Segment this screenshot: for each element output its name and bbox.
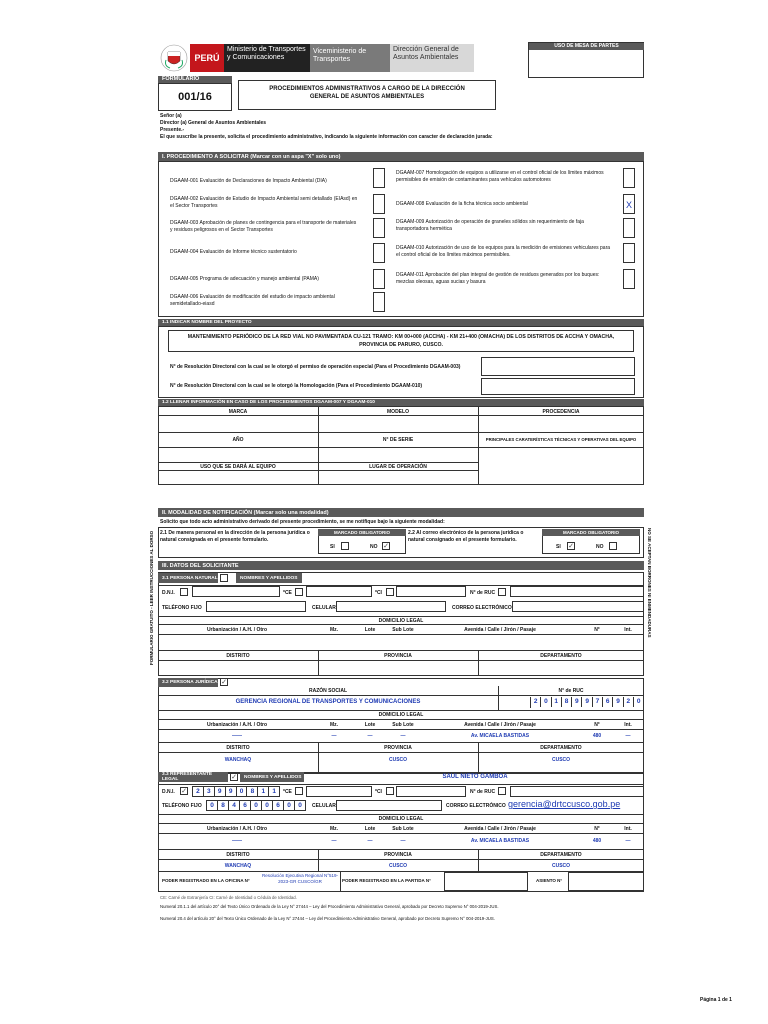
pn-int-label: Int. [624,627,632,633]
pj-departamento-label: DEPARTAMENTO [540,745,582,751]
pj-ruc-label: N° de RUC [558,688,584,694]
digit-cell: 0 [251,801,262,811]
rep-sublote-label: Sub Lote [392,826,414,832]
opt2-no: NO [596,544,604,550]
rep-sublote-value[interactable]: — [400,838,406,844]
res1-input[interactable] [481,357,635,376]
intro-senor: Señor (a) [160,113,182,119]
pj-domicilio-label: DOMICILIO LEGAL [378,712,424,718]
footnote-1: Numeral 20.1.1 del artículo 20° del Texto Único Ordenado de la Ley N° 27444 – Ley del Procedimiento Administrativo General, aprobado por Decreto Supremo N° 004-2019-JUS. [160,904,499,909]
digit-cell: 0 [237,787,248,797]
pn-dni-label: D.N.I. [162,590,175,596]
pn-ci-input[interactable] [396,586,466,597]
opt2-marcado-label: MARCADO OBLIGATORIO [542,529,640,536]
pj-razon-value[interactable]: GERENCIA REGIONAL DE TRANSPORTES Y COMUNICACIONES [235,699,421,705]
pj-check[interactable]: ✓ [221,679,227,686]
side-left-text: FORMULARIO GRATUITO - LEER INSTRUCCIONES AL DORSO [149,530,154,665]
rep-avenida-value[interactable]: Av. MICAELA BASTIDAS [470,838,530,844]
digit-cell: 8 [218,801,229,811]
proc-008: DGAAM-008 Evaluación de la ficha técnica socio ambiental [396,201,528,207]
rep-check[interactable]: ✓ [231,774,237,781]
rep-ci-input[interactable] [396,786,466,797]
digit-cell: 1 [269,787,280,797]
mesa-partes-box[interactable] [528,42,644,78]
equip-modelo: MODELO [387,409,409,415]
digit-cell: 2 [193,787,204,797]
form-label: FORMULARIO [158,76,232,83]
proc-003-check[interactable] [373,218,385,238]
section1-title: I. PROCEDIMIENTO A SOLICITAR (Marcar con un aspa "X" solo uno) [158,152,644,161]
intro-text: El que suscribe la presente, solicita el procedimiento administrativo, indicando la siguiente información con caracter de declaración jurada: [160,134,493,140]
proc-010: DGAAM-010 Autorización de uso de los equipos para la medición de emisiones vehiculares para el control oficial de los límites máximos permisibles. [396,245,611,258]
proc-005-check[interactable] [373,269,385,289]
proc-009: DGAAM-009 Autorización de operación de graneles sólidos sin requerimiento de faja transportadora hermética [396,219,584,232]
equip-label: 1.2 LLENAR INFORMACIÓN EN CASO DE LOS PROCEDIMIENTOS DGAAM-007 Y DGAAM-010 [158,399,644,406]
poder-oficina-value[interactable]: Resolución Ejecutiva Regional N°519-2023-GR CUSCO/GR [261,873,339,884]
pn-dni-input[interactable] [192,586,280,597]
page-number: Página 1 de 1 [700,997,732,1003]
pj-provincia-value[interactable]: CUSCO [388,757,408,763]
opt1-si-check[interactable] [341,542,349,550]
proc-006-check[interactable] [373,292,385,312]
pj-avenida-value[interactable]: Av. MICAELA BASTIDAS [470,733,530,739]
rep-nombres-label: NOMBRES Y APELLIDOS [240,772,304,782]
pn-mz-label: Mz. [329,627,339,633]
pn-dni-check[interactable] [180,588,188,596]
equip-uso: USO QUE SE DARÁ AL EQUIPO [200,464,276,470]
pj-avenida-label: Avenida / Calle / Jirón / Pasaje [464,722,536,728]
pn-num-label: N° [594,627,600,633]
proc-007: DGAAM-007 Homologación de equipos a utilizarse en el control oficial de los límites máximos permisibles de emisión de contaminantes para vehículos automotores [396,170,604,183]
opt1-si: SI [330,544,335,550]
rep-dni-check[interactable]: ✓ [181,788,187,795]
poder-oficina-label: PODER REGISTRADO EN LA OFICINA N° [162,878,250,883]
notif-opt1: 2.1 De manera personal en la dirección de la persona jurídica o natural consignada en el presente formulario. [160,530,310,543]
rep-ce-check[interactable] [295,787,303,795]
rep-ce-input[interactable] [306,786,372,797]
digit-cell: 1 [258,787,269,797]
pj-mz-value[interactable]: — [331,733,337,739]
pj-distrito-value[interactable]: WANCHAQ [224,757,252,763]
rep-ce-label: *CE [283,789,292,795]
digit-cell: 7 [593,697,603,707]
proc-007-check[interactable] [623,168,635,188]
rep-telefono-digits[interactable] [206,800,306,811]
digit-cell: 8 [562,697,572,707]
section3-title: III. DATOS DEL SOLICITANTE [158,561,644,570]
equip-table [158,406,644,485]
pn-departamento-label: DEPARTAMENTO [540,653,582,659]
equip-serie: N° DE SERIE [382,437,414,443]
rep-correo-label: CORREO ELECTRÓNICO [446,803,506,809]
rep-mz-label: Mz. [329,826,339,832]
project-name[interactable]: MANTENIMIENTO PERIÓDICO DE LA RED VIAL NO PAVIMENTADA CU-121 TRAMO: KM 00+000 (ACCHA) - KM 21+400 (OMACHA) DE LOS DISTRITOS DE ACCHA Y OMACHA, PROVINCIA DE PARURO, CUSCO. [168,330,634,352]
rep-ci-check[interactable] [386,787,394,795]
opt2-no-check[interactable] [609,542,617,550]
rep-departamento-label: DEPARTAMENTO [540,852,582,858]
pj-sublote-label: Sub Lote [392,722,414,728]
rep-celular-label: CELULAR [312,803,336,809]
pn-ce-check[interactable] [295,588,303,596]
opt1-marcado-label: MARCADO OBLIGATORIO [318,529,406,536]
rep-ruc-input[interactable] [510,786,644,797]
proc-001-check[interactable] [373,168,385,188]
digit-cell: 2 [624,697,634,707]
rep-mz-value[interactable]: — [331,838,337,844]
pn-label: 3.1 PERSONA NATURAL [158,573,218,583]
digit-cell: 8 [248,787,259,797]
form-number: 001/16 [158,83,232,111]
proc-004-check[interactable] [373,243,385,263]
pj-distrito-label: DISTRITO [226,745,250,751]
pj-lote-value[interactable]: — [367,733,373,739]
rep-departamento-value[interactable]: CUSCO [551,863,571,869]
rep-telefono-label: TELÉFONO FIJO [162,803,202,809]
equip-procedencia: PROCEDENCIA [542,409,580,415]
pj-departamento-value[interactable]: CUSCO [551,757,571,763]
pj-urb-label: Urbanización / A.H. / Otro [206,722,268,728]
project-label: 1.1 INDICAR NOMBRE DEL PROYECTO [158,319,644,326]
opt2-si: SI [556,544,561,550]
pn-urb-label: Urbanización / A.H. / Otro [206,627,268,633]
pn-telefono-label: TELÉFONO FIJO [162,605,202,611]
digit-cell: 9 [613,697,623,707]
equip-anio: AÑO [232,437,244,443]
rep-dni-label: D.N.I. [162,789,175,795]
digit-cell: 1 [552,697,562,707]
digit-cell: 9 [583,697,593,707]
pn-ce-input[interactable] [306,586,372,597]
intro-director: Director (a) General de Asuntos Ambientales [160,120,267,126]
pn-provincia-label: PROVINCIA [384,653,412,659]
pn-ce-label: *CE [283,590,292,596]
pj-int-label: Int. [624,722,632,728]
rep-avenida-label: Avenida / Calle / Jirón / Pasaje [464,826,536,832]
proc-003: DGAAM-003 Aprobación de planes de contingencia para el transporte de materiales y residuos peligrosos en el Sector Transportes [170,220,357,233]
pn-correo-input[interactable] [512,601,644,612]
res2-label: N° de Resolución Directoral con la cual se le otorgó la Homologación (Para el Procedimiento DGAAM-010) [170,383,423,389]
proc-011: DGAAM-011 Aprobación del plan integral de gestión de residuos generados por los buques: mezclas oleosas, aguas sucias y basura [396,272,600,285]
digit-cell: 0 [284,801,295,811]
asiento-input[interactable] [568,872,644,891]
poder-partida-label: PODER REGISTRADO EN LA PARTIDA N° [342,878,431,883]
rep-int-value[interactable]: — [625,838,631,844]
pn-nombres-label: NOMBRES Y APELLIDOS [236,573,302,583]
opt1-no-check[interactable]: ✓ [383,543,389,550]
rep-distrito-value[interactable]: WANCHAQ [224,863,252,869]
rep-urb-label: Urbanización / A.H. / Otro [206,826,268,832]
rep-domicilio-label: DOMICILIO LEGAL [378,816,424,822]
pn-sublote-label: Sub Lote [392,627,414,633]
equip-marca: MARCA [228,409,248,415]
pn-distrito-label: DISTRITO [226,653,250,659]
res1-label: N° de Resolución Directoral con la cual se le otorgó el permiso de operación especial (Para el Procedimiento DGAAM-003) [170,364,461,370]
form-title: PROCEDIMIENTOS ADMINISTRATIVOS A CARGO DE LA DIRECCIÓN GENERAL DE ASUNTOS AMBIENTALES [238,80,496,110]
proc-002-check[interactable] [373,194,385,214]
side-right-text: NO SE ACEPTAN BORRONES NI ENMENDADURAS [647,528,652,638]
rep-dni-digits[interactable] [192,786,280,797]
rep-urb-value[interactable]: —— [232,838,242,844]
pn-celular-label: CELULAR [312,605,336,611]
peru-badge: PERÚ [190,44,224,72]
pj-mz-label: Mz. [329,722,339,728]
pj-lote-label: Lote [364,722,376,728]
intro-presente: Presente.- [160,127,185,133]
proc-004: DGAAM-004 Evaluación de Informe técnico sustentatorio [170,249,297,255]
pn-telefono-input[interactable] [206,601,306,612]
digit-cell: 9 [572,697,582,707]
digit-cell: 9 [215,787,226,797]
proc-011-check[interactable] [623,269,635,289]
rep-distrito-label: DISTRITO [226,852,250,858]
coat-of-arms-icon [160,44,188,72]
pj-sublote-value[interactable]: — [400,733,406,739]
opt2-si-check[interactable]: ✓ [568,543,574,550]
section2-intro: Solicito que todo acto administrativo derivado del presente procedimiento, se me notifique bajo la siguiente modalidad: [160,519,445,525]
footnote-0: CE: Carné de Extranjería CI: Carné de Identidad o Cédula de Identidad. [160,895,297,900]
notif-opt2: 2.2 Al correo electrónico de la persona jurídica o natural consignado en el presente formulario. [408,530,524,543]
digit-cell: 0 [295,801,306,811]
pj-num-label: N° [594,722,600,728]
asiento-label: ASIENTO N° [536,878,563,883]
opt1-no: NO [370,544,378,550]
digit-cell: 0 [207,801,218,811]
pn-ci-label: *CI [375,590,382,596]
pj-urb-value[interactable]: —— [232,733,242,739]
pj-int-value[interactable]: — [625,733,631,739]
digit-cell: 6 [240,801,251,811]
rep-ruc-label: N° de RUC [470,789,496,795]
rep-ruc-check[interactable] [498,787,506,795]
pn-check[interactable] [220,574,228,582]
digit-cell: 0 [262,801,273,811]
pj-label: 3.2 PERSONA JURÍDICA [158,678,218,687]
proc-002: DGAAM-002 Evaluación de Estudio de Impacto Ambiental semi detallado (EIAsd) en el Sector Transportes [170,196,358,209]
pn-correo-label: CORREO ELECTRÓNICO [452,605,512,611]
proc-001: DGAAM-001 Evaluación de Declaraciones de Impacto Ambiental (DIA) [170,178,327,184]
proc-006: DGAAM-006 Evaluación de modificación del estudio de impacto ambiental semidetallado-eiasd [170,294,335,307]
equip-caracteristicas: PRINCIPALES CARATERÍSTICAS TÉCNICAS Y OPERATIVAS DEL EQUIPO [485,437,637,442]
digit-cell: 0 [541,697,551,707]
digit-cell: 9 [226,787,237,797]
rep-lote-value[interactable]: — [367,838,373,844]
digit-cell: 0 [634,697,644,707]
rep-celular-input[interactable] [336,800,442,811]
rep-email-value[interactable]: gerencia@drtccusco.gob.pe [508,799,621,809]
digit-cell: 2 [531,697,541,707]
pj-provincia-label: PROVINCIA [384,745,412,751]
rep-lote-label: Lote [364,826,376,832]
pj-num-value[interactable]: 480 [592,733,602,739]
footnote-2: Numeral 20.4 del artículo 20° del Texto Único Ordenado de la Ley N° 27444 – Ley del Procedimiento Administrativo General, aprobado por Decreto Supremo N° 004-2019-JUS. [160,916,495,921]
pj-ruc-digits[interactable] [530,697,644,708]
proc-008-check[interactable]: X [623,194,635,214]
digit-cell: 6 [603,697,613,707]
rep-num-label: N° [594,826,600,832]
digit-cell: 3 [204,787,215,797]
mesa-partes-label: USO DE MESA DE PARTES [529,43,644,50]
direction-name: Dirección General de Asuntos Ambientales [390,44,474,72]
rep-num-value[interactable]: 480 [592,838,602,844]
proc-010-check[interactable] [623,243,635,263]
rep-int-label: Int. [624,826,632,832]
digit-cell: 6 [273,801,284,811]
section2-title: II. MODALIDAD DE NOTIFICACIÓN (Marcar solo una modalidad) [158,508,644,517]
pn-ci-check[interactable] [386,588,394,596]
ministry-name: Ministerio de Transportes y Comunicaciones [224,44,310,72]
viceministry-name: Viceministerio de Transportes [310,44,390,72]
rep-provincia-value[interactable]: CUSCO [388,863,408,869]
pn-ruc-input[interactable] [510,586,644,597]
pj-razon-label: RAZÓN SOCIAL [308,688,348,694]
rep-label: 3.3 REPRESENTANTE LEGAL [158,772,228,782]
proc-009-check[interactable] [623,218,635,238]
pn-ruc-check[interactable] [498,588,506,596]
rep-provincia-label: PROVINCIA [384,852,412,858]
pn-lote-label: Lote [364,627,376,633]
pn-celular-input[interactable] [336,601,446,612]
pn-avenida-label: Avenida / Calle / Jirón / Pasaje [464,627,536,633]
poder-partida-input[interactable] [444,872,528,891]
digit-cell: 4 [229,801,240,811]
equip-lugar: LUGAR DE OPERACIÓN [369,464,427,470]
proc-005: DGAAM-005 Programa de adecuación y manejo ambiental (PAMA) [170,276,319,282]
pn-domicilio-label: DOMICILIO LEGAL [378,618,424,624]
pn-ruc-label: N° de RUC [470,590,496,596]
res2-input[interactable] [481,378,635,395]
rep-ci-label: *CI [375,789,382,795]
rep-name-value[interactable]: SAUL NIETO GAMBOA [442,774,508,780]
